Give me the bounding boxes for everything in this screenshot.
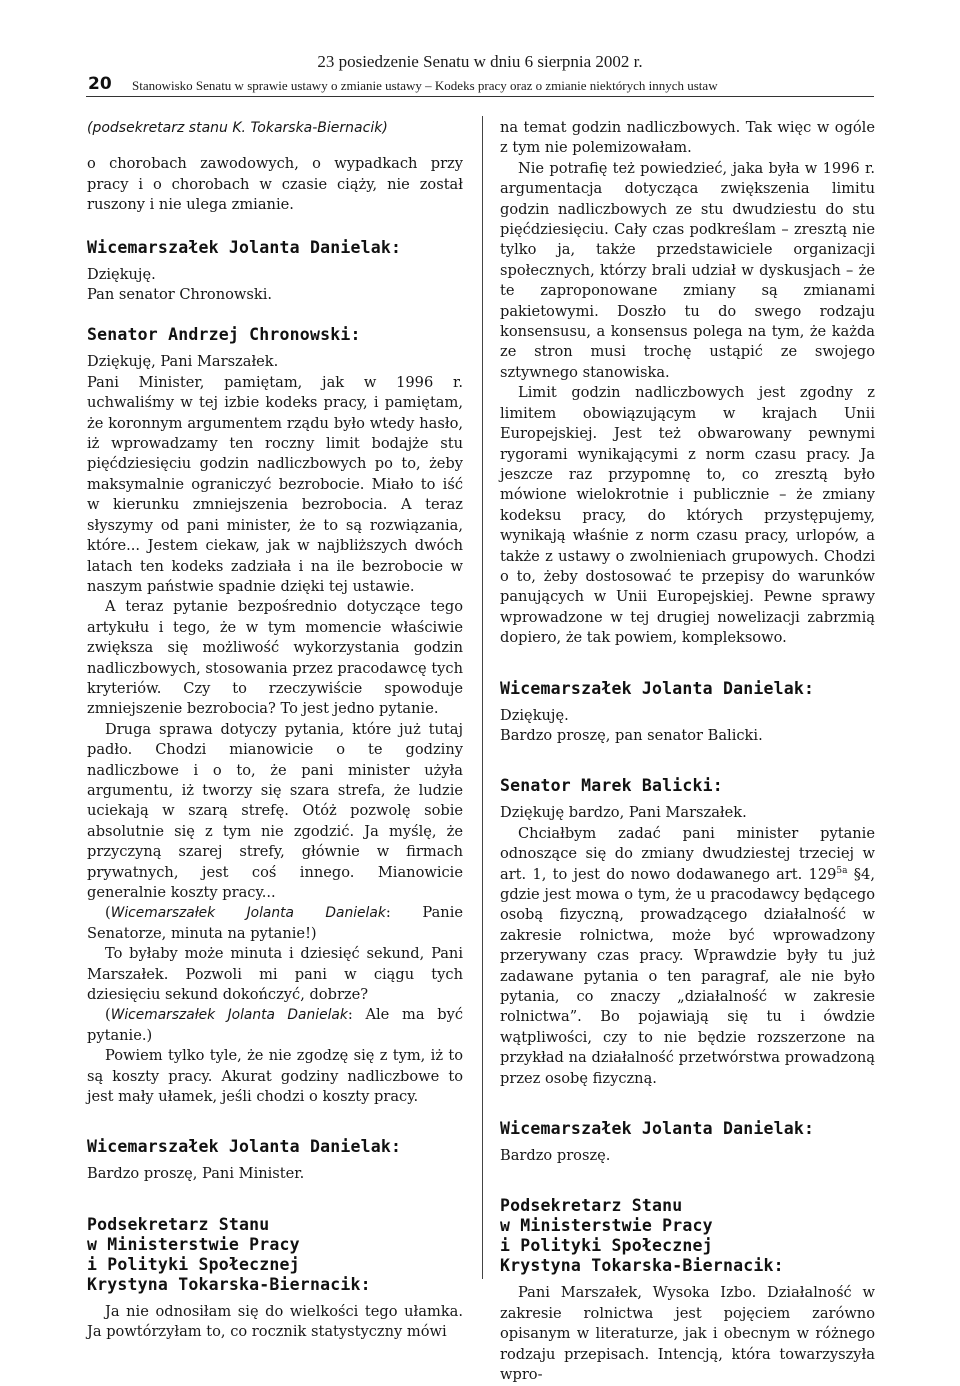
interjection: (Wicemarszałek Jolanta Danielak: Panie Senatorze, minuta na pytanie!) (87, 904, 463, 942)
speaker-heading: Wicemarszałek Jolanta Danielak: (87, 237, 402, 257)
paragraph: Chciałbym zadać pani minister pytanie odnoszące się do zmiany dwudziestej trzeciej w art. 1, to jest do nowo dodawanego art. $129^{5a}$ §4, gdzie jest mowa o tym, że u pracodawcy będącego osobą fizyczną, prowadzącego działalność w zakresie rolnictwa, może być wprowadzony przerywany czas pracy. Wprawdzie były tu już zadawane pytania o ten paragraf, ale nie było pytania, co znaczy „działalność w zakresie rolnictwa”. Bo pojawiają się tu i ówdzie wątpliwości, czy to nie będzie rozszerzone na przykład na działalność przetwórstwa prowadzoną przez osobę fizyczną. (500, 824, 875, 1087)
paragraph: Dziękuję. (500, 706, 569, 724)
paragraph: Dziękuję bardzo, Pani Marszałek. (500, 804, 747, 822)
paragraph: Powiem tylko tyle, że nie zgodzę się z tym, iż to są koszty pracy. Akurat godziny nadliczbowe to jest mały ułamek, jeśli chodzi o koszty pracy. (87, 1047, 463, 1106)
running-title: Stanowisko Senatu w sprawie ustawy o zmianie ustawy – Kodeks pracy oraz o zmianie niektórych innych ustaw (132, 78, 718, 93)
speaker-heading: Senator Andrzej Chronowski: (87, 325, 361, 345)
speaker-heading: Wicemarszałek Jolanta Danielak: (500, 1119, 815, 1139)
column-divider (482, 116, 483, 1279)
speaker-heading: Wicemarszałek Jolanta Danielak: (87, 1137, 402, 1157)
paragraph: Bardzo proszę. (500, 1147, 611, 1165)
paragraph: Ja nie odnosiłam się do wielkości tego ułamka. Ja powtórzyłam to, co rocznik statystyczny mówi (87, 1302, 463, 1341)
interjection-speaker: Wicemarszałek Jolanta Danielak (110, 1007, 348, 1024)
paragraph: Druga sprawa dotyczy pytania, które już tutaj padło. Chodzi mianowicie o te godziny nadliczbowe i o to, że pani minister użyła argumentu, iż tworzy się szara strefa, że ludzie uciekają w szarą strefę. Otóż pozwolę sobie absolutnie się z tym nie zgodzić. Ja myślę, że przyczyną szarej strefy, głównie w firmach prywatnych, jest coś innego. Mianowicie generalnie koszty pracy... (87, 720, 463, 901)
left-column (87, 118, 463, 1343)
page-number: 20 (88, 74, 112, 94)
paragraph: Pani Minister, pamiętam, jak w 1996 r. uchwaliśmy w tej izbie kodeks pracy, i pamiętam, że koronnym argumentem rządu było wtedy hasło, iż wprowadzamy ten roczny limit bodajże stu pięćdziesięciu godzin nadliczbowych po to, żeby maksymalnie ograniczyć bezrobocie. Miało to iść w kierunku zmniejszenia bezrobocia. A teraz słyszymy od pani minister, że to są rozwiązania, które... Jestem ciekaw, jak w najbliższych dwóch latach ten kodeks zadziała i na ile bezrobocie w naszym państwie spadnie dzięki tej ustawie. (87, 373, 463, 595)
paragraph: o chorobach zawodowych, o wypadkach przy pracy i o chorobach w czasie ciąży, nie został ruszony i nie ulega zmianie. (87, 155, 463, 214)
speaker-heading: Senator Marek Balicki: (500, 776, 723, 796)
header-rule (86, 96, 874, 97)
paragraph: Limit godzin nadliczbowych jest zgodny z limitem obowiązującym w krajach Unii Europejskiej. Jest też obwarowany pewnymi rygorami wynikającymi z norm czasu pracy. Ja jeszcze raz przypomnę to, co zresztą było mówione wielokrotnie i publicznie – że zmiany kodeksu pracy, do których przystępujemy, wynikają właśnie z norm czasu pracy, urlopów, a także z ustawy o zwolnieniach grupowych. Chodzi o to, żeby dostosować te przepisy do warunków panujących w Unii Europejskiej. Pewne sprawy wprowadzone w tej drugiej nowelizacji zabrzmią dopiero, że tak powiem, kompleksowo. (500, 384, 875, 647)
paragraph: A teraz pytanie bezpośrednio dotyczące tego artykułu i tego, że w tym momencie właściwie zwiększa się możliwość wykorzystania godzin nadliczbowych, stosowania przez pracodawcę tych kryteriów. Czy to rzeczywiście spowoduje zmniejszenie bezrobocia? To jest jedno pytanie. (87, 598, 463, 718)
page-header (86, 0, 874, 98)
paragraph: Bardzo proszę, Pani Minister. (87, 1165, 305, 1183)
paragraph: Bardzo proszę, pan senator Balicki. (500, 726, 763, 744)
speaker-heading: Podsekretarz Stanu w Ministerstwie Pracy i Polityki Społecznej Krystyna Tokarska-Biernacik: (500, 1196, 784, 1276)
speaker-heading: Podsekretarz Stanu w Ministerstwie Pracy i Polityki Społecznej Krystyna Tokarska-Biernacik: (87, 1214, 371, 1294)
paragraph: Dziękuję. (87, 265, 156, 283)
interjection-speaker: Wicemarszałek Jolanta Danielak (110, 905, 386, 922)
paragraph: Nie potrafię też powiedzieć, jaka była w 1996 r. argumentacja dotycząca zwiększenia limitu godzin nadliczbowych ze stu dwudziestu do stu pięćdziesięciu. Cały czas podkreślam – zresztą nie tylko ja, także przedstawiciele organizacji społecznych, którzy brali udział w dyskusjach – że te zaproponowane zmiany są zmianami pakietowymi. Doszło tu do swego rodzaju konsensusu, a konsensus polega na tym, że każda ze stron musi trochę ustąpić ze swojego sztywnego stanowiska. (500, 159, 875, 381)
interjection: (Wicemarszałek Jolanta Danielak: Ale ma być pytanie.) (87, 1006, 463, 1044)
right-column (500, 118, 875, 1386)
continuation-note: (podsekretarz stanu K. Tokarska-Biernacik) (87, 120, 388, 136)
session-title: 23 posiedzenie Senatu w dniu 6 sierpnia 2002 r. (317, 52, 643, 71)
paragraph: Pani Marszałek, Wysoka Izbo. Działalność w zakresie rolnictwa jest pojęciem zarówno opisanym w literaturze, jak i obecnym w różnego rodzaju przepisach. Intencją, która towarzyszyła wpro- (500, 1284, 875, 1384)
paragraph: na temat godzin nadliczbowych. Tak więc w ogóle z tym nie polemizowałam. (500, 119, 875, 157)
superscript: 5a (836, 865, 848, 876)
paragraph: To byłaby może minuta i dziesięć sekund, Pani Marszałek. Pozwoli mi pani w ciągu tych dziesięciu sekund dokończyć, dobrze? (87, 945, 463, 1004)
speaker-heading: Wicemarszałek Jolanta Danielak: (500, 678, 815, 698)
paragraph: Pan senator Chronowski. (87, 286, 273, 304)
paragraph: Dziękuję, Pani Marszałek. (87, 353, 279, 371)
